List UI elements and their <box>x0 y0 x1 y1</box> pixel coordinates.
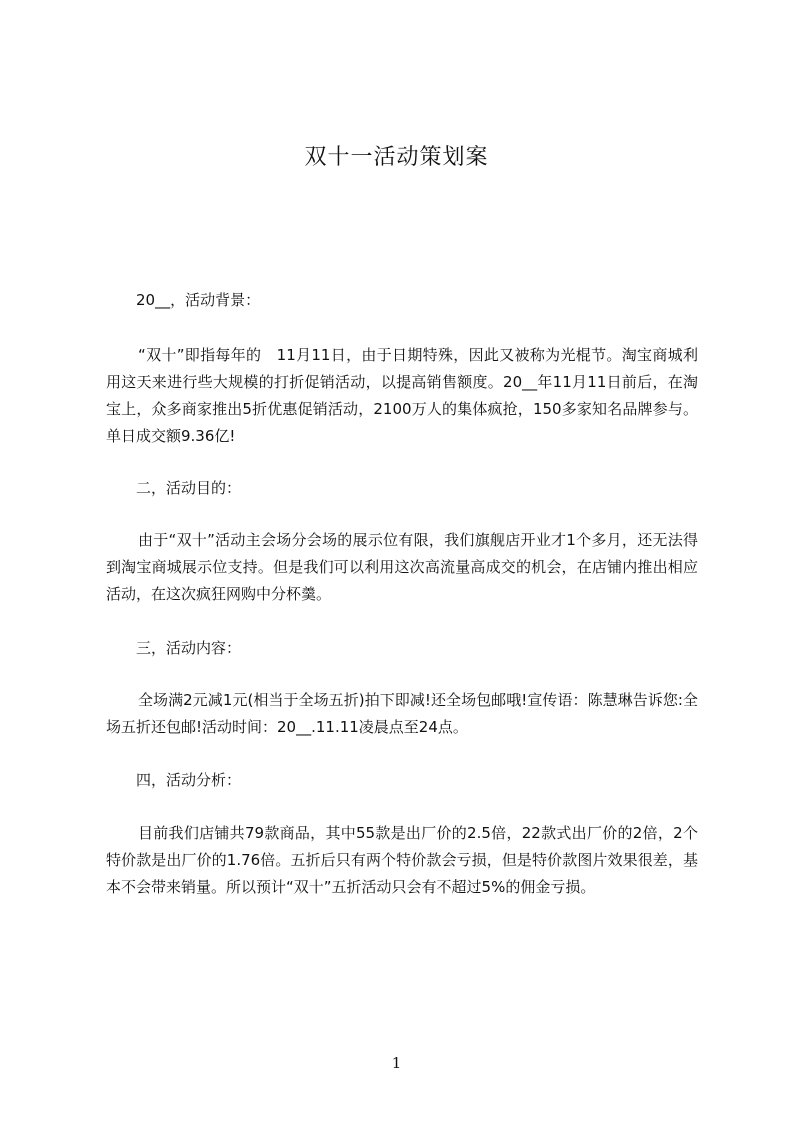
paragraph-analysis: 目前我们店铺共79款商品，其中55款是出厂价的2.5倍，22款式出厂价的2倍，2个特价款是出厂价的1.76倍。五折后只有两个特价款会亏损，但是特价款图片效果很差，基本不会带来销量。所以预计“双十”五折活动只会有不超过5%的佣金亏损。 <box>106 824 698 896</box>
section-body-content <box>106 687 698 741</box>
section-body-background <box>106 342 698 450</box>
section-body-purpose <box>106 527 698 608</box>
paragraph-content: 全场满2元减1元(相当于全场五折)拍下即减!还全场包邮哦!宣传语：陈慧琳告诉您:全场五折还包邮!活动时间：20__.11.11凌晨点至24点。 <box>106 691 698 736</box>
section-body-analysis <box>106 820 698 901</box>
section-heading-analysis: 四，活动分析： <box>136 771 242 789</box>
page-title: 双十一活动策划案 <box>304 145 489 170</box>
paragraph-background: “双十”即指每年的 11月11日，由于日期特殊，因此又被称为光棍节。淘宝商城利用这天来进行些大规模的打折促销活动，以提高销售额度。20__年11月11日前后，在淘宝上，众多商家推出5折优惠促销活动，2100万人的集体疯抢，150多家知名品牌参与。单日成交额9.36亿! <box>106 346 698 445</box>
paragraph-purpose: 由于“双十”活动主会场分会场的展示位有限，我们旗舰店开业才1个多月，还无法得到淘宝商城展示位支持。但是我们可以利用这次高流量高成交的机会，在店铺内推出相应活动，在这次疯狂网购中分杯羹。 <box>106 531 698 603</box>
section-heading-content: 三，活动内容： <box>136 639 242 657</box>
section-heading-purpose: 二，活动目的： <box>136 479 242 497</box>
section-heading-background: 20__，活动背景： <box>136 291 261 309</box>
page-number: 1 <box>391 1054 402 1072</box>
